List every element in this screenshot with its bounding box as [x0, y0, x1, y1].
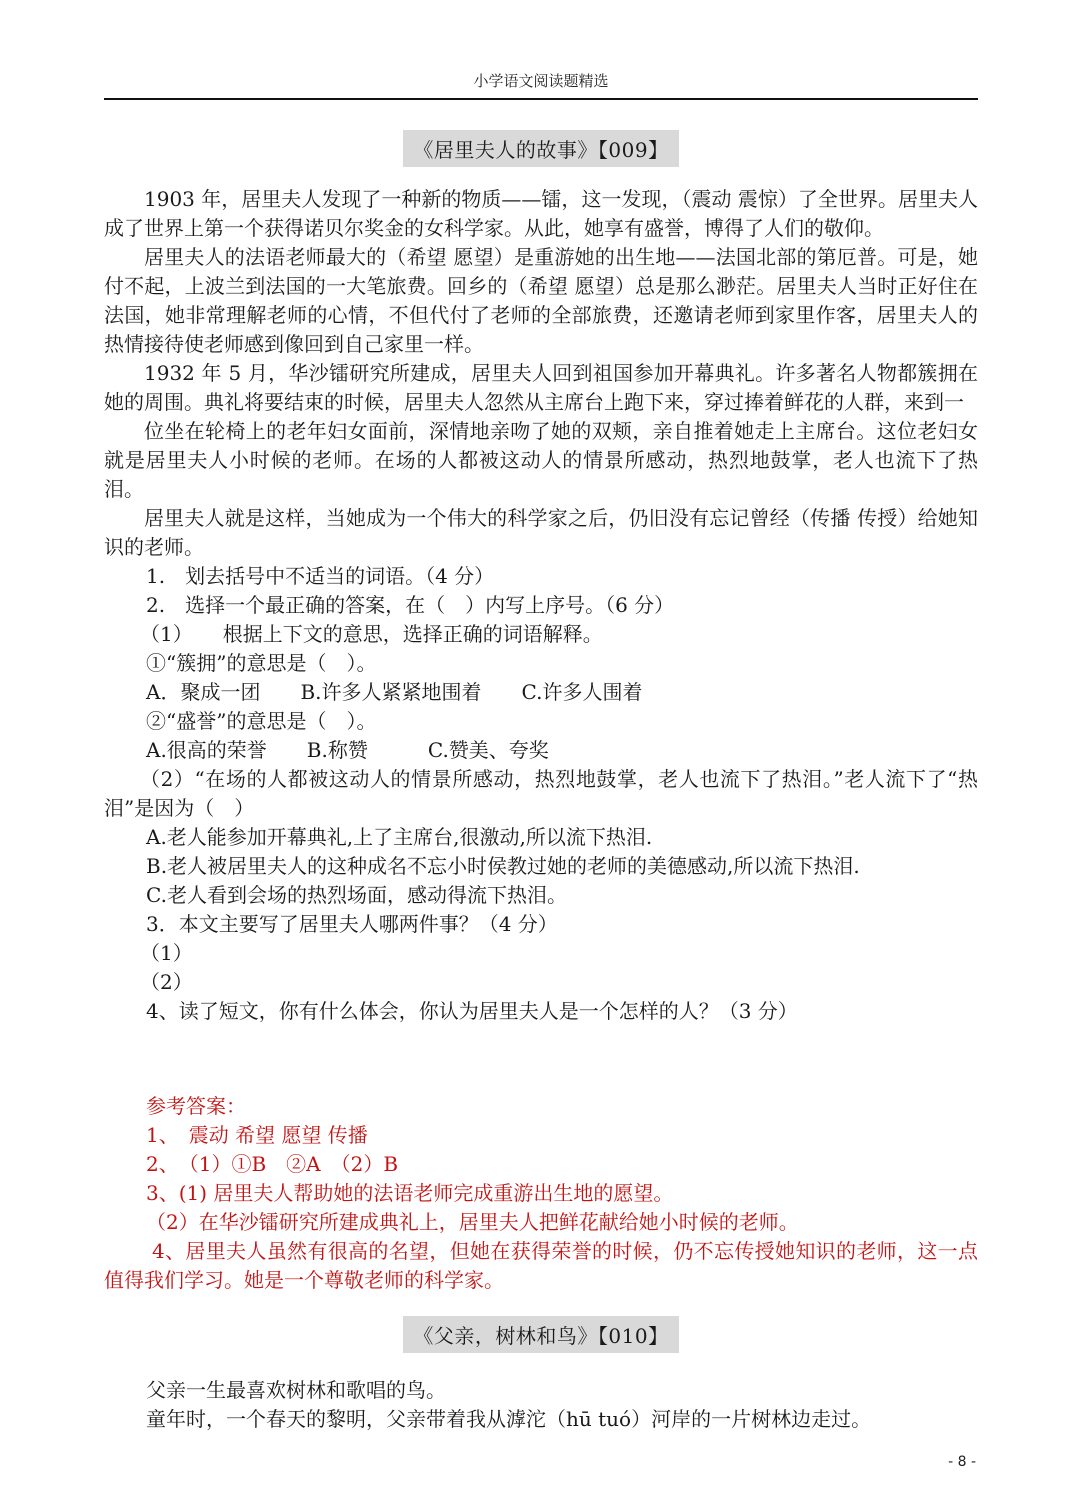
question-line: （2） [140, 970, 193, 994]
story-body-010 [104, 1376, 978, 1434]
paragraph: 1932 年 5 月，华沙镭研究所建成，居里夫人回到祖国参加开幕典礼。许多著名人物都簇拥在她的周围。典礼将要结束的时候，居里夫人忽然从主席台上跑下来，穿过捧着鲜花的人群，来到一 [104, 361, 978, 414]
paragraph: 1903 年，居里夫人发现了一种新的物质——镭，这一发现，（震动 震惊）了全世界。居里夫人成了世界上第一个获得诺贝尔奖金的女科学家。从此，她享有盛誉，博得了人们的敬仰。 [104, 187, 978, 240]
answer-line: 3、(1) 居里夫人帮助她的法语老师完成重游出生地的愿望。 [146, 1181, 674, 1205]
story-body-009 [104, 185, 978, 1026]
story-title-text: 《父亲，树林和鸟》【010】 [403, 1316, 678, 1353]
paragraph: 位坐在轮椅上的老年妇女面前，深情地亲吻了她的双颊，亲自推着她走上主席台。这位老妇女就是居里夫人小时候的老师。在场的人都被这动人的情景所感动，热烈地鼓掌，老人也流下了热泪。 [104, 419, 978, 501]
paragraph: 居里夫人就是这样，当她成为一个伟大的科学家之后，仍旧没有忘记曾经（传播 传授）给她知识的老师。 [104, 506, 978, 559]
paragraph: 父亲一生最喜欢树林和歌唱的鸟。 [146, 1378, 446, 1402]
page-header: 小学语文阅读题精选 [473, 72, 609, 90]
paragraph: 居里夫人的法语老师最大的（希望 愿望）是重游她的出生地——法国北部的第厄普。可是，她付不起，上波兰到法国的一大笔旅费。回乡的（希望 愿望）总是那么渺茫。居里夫人当时正好住在法国，她非常理解老师的心情，不但代付了老师的全部旅费，还邀请老师到家里作客，居里夫人的热情接待使老师感到像回到自己家里一样。 [104, 245, 978, 356]
question-line: 3．本文主要写了居里夫人哪两件事？（4 分） [146, 912, 558, 936]
question-line: A.老人能参加开幕典礼,上了主席台,很激动,所以流下热泪. [146, 825, 653, 849]
answer-key [104, 1092, 978, 1295]
question-line: 4、读了短文，你有什么体会，你认为居里夫人是一个怎样的人？（3 分） [146, 999, 798, 1023]
question-line: （1） 根据上下文的意思，选择正确的词语解释。 [140, 622, 603, 646]
question-line: C.老人看到会场的热烈场面，感动得流下热泪。 [146, 883, 567, 907]
paragraph: 童年时，一个春天的黎明，父亲带着我从滹沱（hū tuó）河岸的一片树林边走过。 [146, 1407, 872, 1431]
page-number: - 8 - [948, 1454, 976, 1470]
story-title-text: 《居里夫人的故事》【009】 [403, 130, 678, 167]
question-line: A．聚成一团 B.许多人紧紧地围着 C.许多人围着 [146, 680, 643, 704]
answer-line: （2）在华沙镭研究所建成典礼上，居里夫人把鲜花献给她小时候的老师。 [146, 1210, 799, 1234]
answer-line: 4、居里夫人虽然有很高的名望，但她在获得荣誉的时候，仍不忘传授她知识的老师，这一点值得我们学习。她是一个尊敬老师的科学家。 [104, 1239, 978, 1292]
question-line: A.很高的荣誉 B.称赞 C.赞美、夸奖 [146, 738, 549, 762]
question-line: （2）“在场的人都被这动人的情景所感动，热烈地鼓掌，老人也流下了热泪。”老人流下了“热泪”是因为（ ） [104, 767, 978, 820]
story-title-009 [104, 130, 978, 167]
question-line: 2. 选择一个最正确的答案，在（ ）内写上序号。（6 分） [146, 593, 675, 617]
question-line: ②“盛誉”的意思是（ ）。 [146, 709, 377, 733]
story-title-010 [104, 1316, 978, 1353]
answer-line: 1、 震动 希望 愿望 传播 [146, 1123, 368, 1147]
answer-line: 2、 （1）①B ②A （2）B [146, 1152, 399, 1176]
question-line: （1） [140, 941, 193, 965]
question-line: B.老人被居里夫人的这种成名不忘小时侯教过她的老师的美德感动,所以流下热泪. [146, 854, 860, 878]
question-line: ①“簇拥”的意思是（ ）。 [146, 651, 377, 675]
question-line: 1. 划去括号中不适当的词语。（4 分） [146, 564, 495, 588]
header-divider [104, 98, 978, 100]
answer-heading: 参考答案： [146, 1094, 246, 1118]
